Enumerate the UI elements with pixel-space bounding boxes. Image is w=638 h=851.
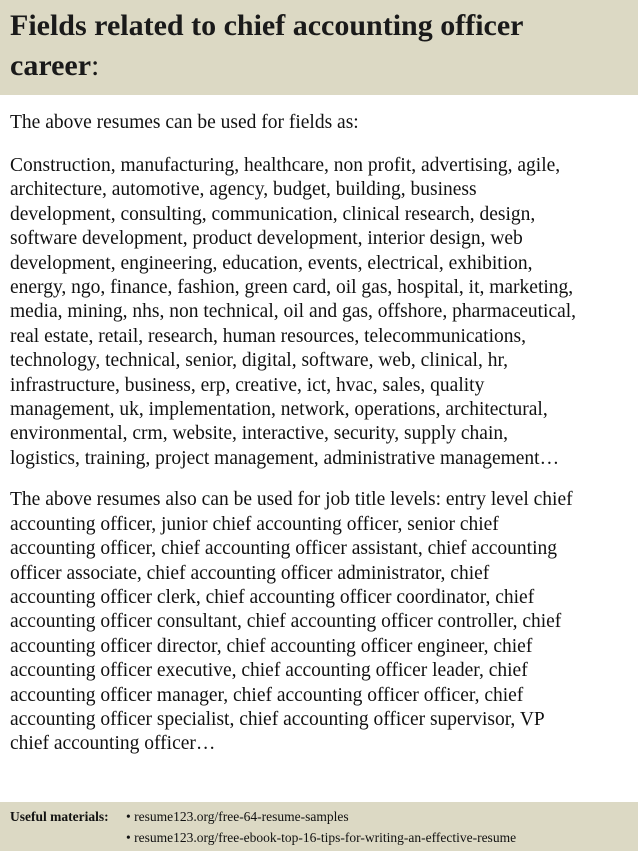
fields-line: infrastructure, business, erp, creative, ict, hvac, sales, quality xyxy=(10,374,485,396)
fields-line: real estate, retail, research, human resources, telecommunications, xyxy=(10,325,526,347)
job-levels-line: accounting officer executive, chief accounting officer leader, chief xyxy=(10,660,528,682)
useful-materials-label xyxy=(10,806,126,827)
job-levels-paragraph xyxy=(10,488,632,756)
job-levels-line: accounting officer manager, chief accounting officer officer, chief xyxy=(10,684,524,706)
job-levels-line: accounting officer director, chief accounting officer engineer, chief xyxy=(10,635,533,657)
fields-line: energy, ngo, finance, fashion, green card, oil gas, hospital, it, marketing, xyxy=(10,277,574,299)
job-levels-line: The above resumes also can be used for job title levels: entry level chief xyxy=(10,489,573,511)
fields-line: development, consulting, communication, clinical research, design, xyxy=(10,203,536,225)
job-levels-line: officer associate, chief accounting officer administrator, chief xyxy=(10,562,490,584)
useful-materials-label-colon: : xyxy=(104,809,109,824)
fields-line: environmental, crm, website, interactive, security, supply chain, xyxy=(10,423,508,445)
page-title-line-1: Fields related to chief accounting officer xyxy=(10,9,524,42)
job-levels-line: chief accounting officer… xyxy=(10,733,216,755)
fields-intro: The above resumes can be used for fields as: xyxy=(10,112,359,133)
job-levels-line: accounting officer, chief accounting officer assistant, chief accounting xyxy=(10,538,557,560)
job-levels-line: accounting officer, junior chief accounting officer, senior chief xyxy=(10,513,499,535)
resume-samples-link[interactable]: • resume123.org/free-64-resume-samples xyxy=(126,809,349,824)
main-content xyxy=(10,111,632,757)
useful-materials-label-text: Useful materials xyxy=(10,809,105,824)
resume-tips-ebook-link[interactable]: • resume123.org/free-ebook-top-16-tips-for-writing-an-effective-resume xyxy=(126,830,517,845)
fields-paragraph xyxy=(10,154,632,471)
fields-line: logistics, training, project management, administrative management… xyxy=(10,447,560,469)
page-title-colon: : xyxy=(91,49,100,82)
fields-line: media, mining, nhs, non technical, oil and gas, offshore, pharmaceutical, xyxy=(10,301,577,323)
fields-line: architecture, automotive, agency, budget, building, business xyxy=(10,179,477,201)
page-title-line-2: career xyxy=(10,49,92,82)
fields-line: management, uk, implementation, network, operations, architectural, xyxy=(10,399,548,421)
fields-line: technology, technical, senior, digital, software, web, clinical, hr, xyxy=(10,350,509,372)
page-header xyxy=(0,0,638,95)
fields-line: Construction, manufacturing, healthcare, non profit, advertising, agile, xyxy=(10,155,561,176)
job-levels-line: accounting officer clerk, chief accounting officer coordinator, chief xyxy=(10,586,535,608)
job-levels-line: accounting officer specialist, chief accounting officer supervisor, VP xyxy=(10,708,545,730)
fields-line: software development, product development, interior design, web xyxy=(10,228,523,250)
footer-row-2 xyxy=(10,827,628,848)
fields-line: development, engineering, education, events, electrical, exhibition, xyxy=(10,252,533,274)
useful-materials-footer xyxy=(0,802,638,851)
footer-row-1 xyxy=(10,806,628,827)
page-title xyxy=(10,6,628,86)
job-levels-line: accounting officer consultant, chief accounting officer controller, chief xyxy=(10,611,562,633)
